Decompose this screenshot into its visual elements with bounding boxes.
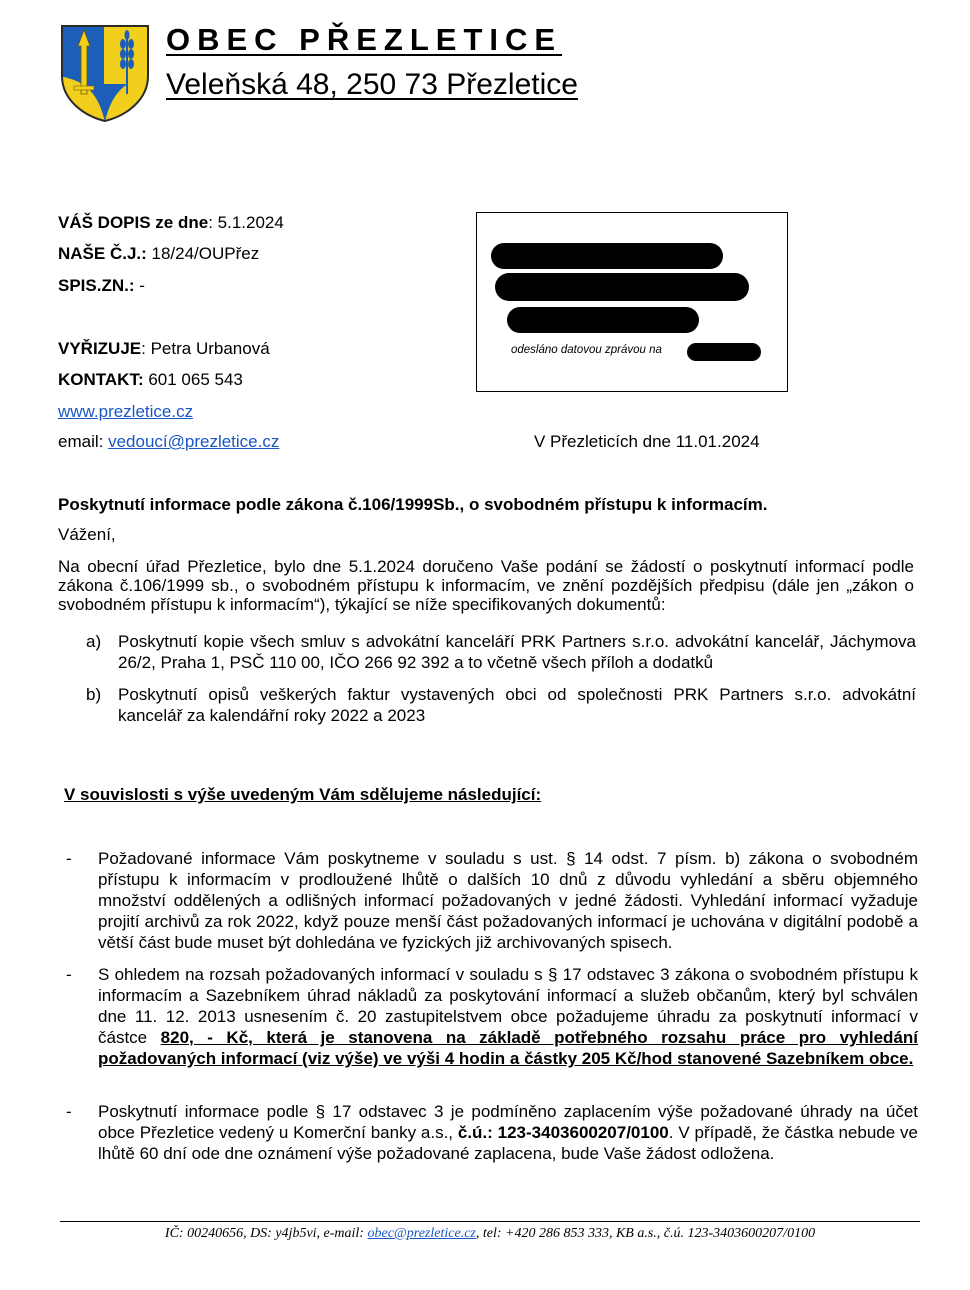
municipality-address: Veleňská 48, 250 73 Přezletice <box>166 68 578 101</box>
list-marker: - <box>66 849 72 868</box>
email-line: email: vedoucí@prezletice.cz <box>58 432 280 451</box>
municipal-coat-of-arms-icon <box>60 24 150 122</box>
website-line <box>58 402 193 422</box>
greeting: Vážení, <box>58 525 116 544</box>
point-item <box>66 1101 918 1164</box>
redaction-bar <box>495 273 749 301</box>
request-item <box>86 684 916 726</box>
request-text: Poskytnutí kopie všech smluv s advokátní kanceláří PRK Partners s.r.o. advokátní kancelář, Jáchymova 26/2, Praha 1, PSČ 110 00, IČO 266 92 392 a to včetně všech příloh a dodatků <box>118 632 916 672</box>
intro-paragraph: Na obecní úřad Přezletice, bylo dne 5.1.2024 doručeno Vaše podání se žádostí o poskytnutí informací podle zákona č.106/1999 sb., o svobodném přístupu k informacím, ve znění pozdějších předpisu (dále jen „zákon o svobodném přístupu k informacím“), týkající se níže specifikovaných dokumentů: <box>58 557 914 614</box>
point-item <box>66 964 918 1069</box>
email-link[interactable]: vedoucí@prezletice.cz <box>108 432 280 451</box>
redaction-bar <box>507 307 699 333</box>
footer-email-link[interactable]: obec@prezletice.cz <box>367 1226 476 1241</box>
fee-emphasis: 820, - Kč, která je stanovena na základě potřebného rozsahu práce pro vyhledání požadovaných informací (viz výše) ve výši 4 hodin a částky 205 Kč/hod stanovené Sazebníkem obce. <box>98 1028 919 1068</box>
list-marker: b) <box>86 685 102 704</box>
our-reference: NAŠE Č.J.: 18/24/OUPřez <box>58 244 260 263</box>
your-letter-date: VÁŠ DOPIS ze dne: 5.1.2024 <box>58 213 284 232</box>
website-link[interactable]: www.prezletice.cz <box>58 402 194 421</box>
recipient-address-box <box>476 212 788 392</box>
point-text: Poskytnutí informace podle § 17 odstavec 3 je podmíněno zaplacením výše požadované úhrady na účet obce Přezletice vedený u Komerční banky a.s., č.ú.: 123-3403600207/0100. V případě, že částka nebude ve lhůtě 60 dní ode dne oznámení výše požadované zaplacena, bude Vaše žádost odložena. <box>98 1102 918 1163</box>
handled-by: VYŘIZUJE: Petra Urbanová <box>58 339 270 358</box>
bank-account: č.ú.: 123-3403600207/0100 <box>457 1123 669 1142</box>
redaction-bar <box>687 343 761 361</box>
request-item <box>86 631 916 673</box>
footer: IČ: 00240656, DS: y4jb5vi, e-mail: obec@prezletice.cz, tel: +420 286 853 333, KB a.s., č.ú. 123-3403600207/0100 <box>164 1226 816 1241</box>
contact-phone: KONTAKT: 601 065 543 <box>58 370 243 389</box>
list-marker: - <box>66 1102 72 1121</box>
file-reference: SPIS.ZN.: - <box>58 276 145 295</box>
point-text: Požadované informace Vám poskytneme v souladu s ust. § 14 odst. 7 písm. b) zákona o svobodném přístupu k informacím v prodloužené lhůtě o dalších 10 dnů z důvodu vyhledání a sběru objemného množství oddělených a odlišných informací požadovaných v jedné žádosti. Vyhledání informací vyžaduje projití archivů za rok 2022, když pouze menší část požadovaných informací je uchována v digitální podobě a větší část bude muset být dohledána ve fyzických již archivovaných spisech. <box>98 849 918 952</box>
letter-date: V Přezleticích dne 11.01.2024 <box>534 432 760 451</box>
sent-via-databox-note: odesláno datovou zprávou na <box>511 344 662 356</box>
redaction-bar <box>491 243 723 269</box>
section-heading: V souvislosti s výše uvedeným Vám sdělujeme následující: <box>64 785 542 804</box>
point-item <box>66 848 918 953</box>
list-marker: - <box>66 965 72 984</box>
footer-divider <box>60 1221 920 1222</box>
municipality-name: OBEC PŘEZLETICE <box>166 22 563 57</box>
letter-subject: Poskytnutí informace podle zákona č.106/1999Sb., o svobodném přístupu k informacím. <box>58 495 768 514</box>
list-marker: a) <box>86 632 102 651</box>
point-text: S ohledem na rozsah požadovaných informací v souladu s § 17 odstavec 3 zákona o svobodném přístupu k informacím a Sazebníkem úhrad nákladů za poskytování informací a služeb občanům, který byl schválen dne 11. 12. 2013 usnesením č. 20 zastupitelstvem obce požadujeme úhradu za poskytnutí informací v částce 820, - Kč, která je stanovena na základě potřebného rozsahu práce pro vyhledání požadovaných informací (viz výše) ve výši 4 hodin a částky 205 Kč/hod stanovené Sazebníkem obce. <box>98 965 919 1068</box>
request-text: Poskytnutí opisů veškerých faktur vystavených obci od společnosti PRK Partners s.r.o. advokátní kancelář za kalendářní roky 2022 a 2023 <box>118 685 916 725</box>
